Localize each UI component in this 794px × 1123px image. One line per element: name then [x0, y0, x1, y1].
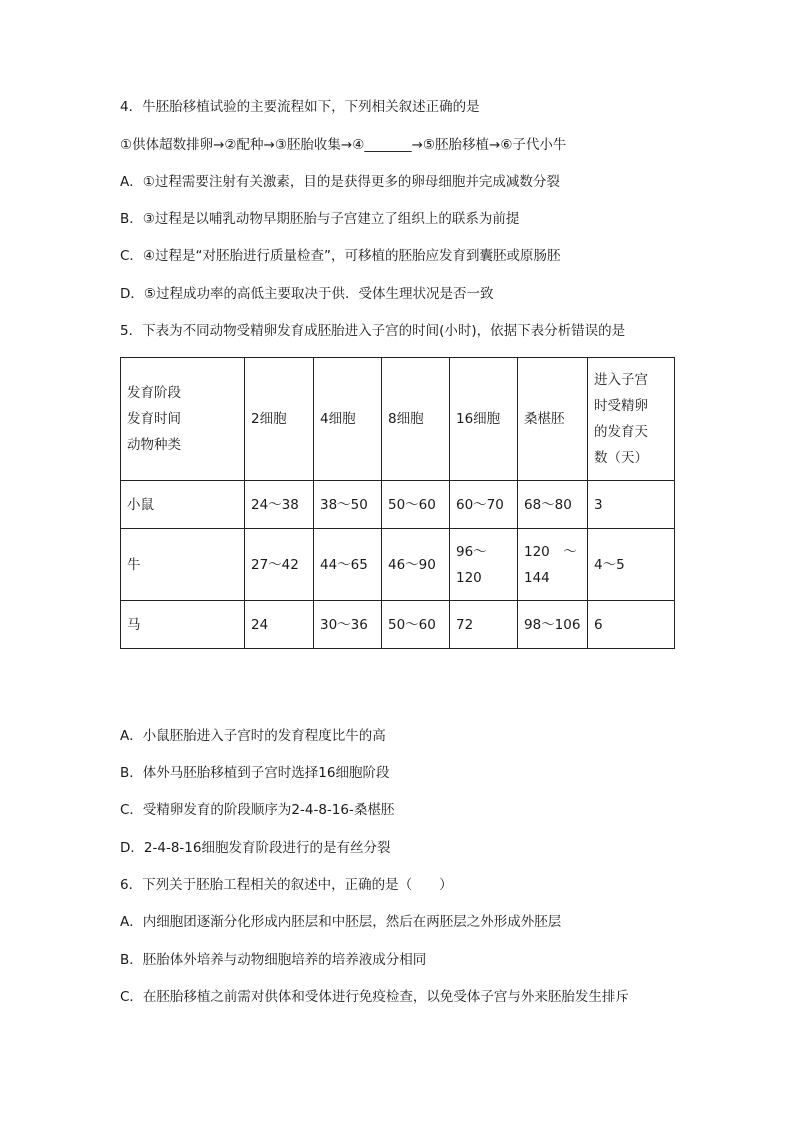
q6-option-a: A．内细胞团逐渐分化形成内胚层和中胚层，然后在两胚层之外形成外胚层: [120, 914, 562, 930]
table-row: [121, 529, 675, 601]
table-row: [121, 481, 675, 529]
q4-option-a: A．①过程需要注射有关激素，目的是获得更多的卵母细胞并完成减数分裂: [120, 174, 560, 190]
table-cell: 24～38: [245, 481, 314, 529]
header-8-cell: 8细胞: [382, 358, 450, 481]
q4-option-c: C．④过程是“对胚胎进行质量检查”，可移植的胚胎应发育到囊胚或原肠胚: [120, 248, 561, 264]
cow-morula-line-2: 144: [524, 569, 550, 586]
table-cell: 72: [450, 601, 518, 649]
table-cell: 96～120: [450, 529, 518, 601]
header-4-cell: 4细胞: [314, 358, 382, 481]
table-cell: 24: [245, 601, 314, 649]
q4-option-d: D．⑤过程成功率的高低主要取决于供．受体生理状况是否一致: [120, 286, 494, 302]
q5-option-b: B．体外马胚胎移植到子宫时选择16细胞阶段: [120, 765, 390, 781]
q4-flow: ①供体超数排卵→②配种→③胚胎收集→④_______→⑤胚胎移植→⑥子代小牛: [120, 137, 567, 153]
table-cell: 60～70: [450, 481, 518, 529]
corner-species-label: 动物种类: [127, 437, 181, 453]
table-cell: 4～5: [588, 529, 675, 601]
table-cell-cow-morula: [518, 529, 588, 601]
header-uterus-days-line: 进入子宫: [594, 372, 648, 388]
table-cell: 38～50: [314, 481, 382, 529]
table-cell: 46～90: [382, 529, 450, 601]
table-cell: 3: [588, 481, 675, 529]
table-cell: 50～60: [382, 601, 450, 649]
q5-option-c: C．受精卵发育的阶段顺序为2-4-8-16-桑椹胚: [120, 802, 395, 818]
header-2-cell: 2细胞: [245, 358, 314, 481]
header-uterus-days-line: 数（天）: [594, 450, 648, 466]
table-cell: 50～60: [382, 481, 450, 529]
table-cell: 98～106: [518, 601, 588, 649]
table-corner-header: [121, 358, 245, 481]
q6-option-b: B．胚胎体外培养与动物细胞培养的培养液成分相同: [120, 952, 427, 968]
header-16-cell: 16细胞: [450, 358, 518, 481]
row-animal-cow: 牛: [121, 529, 245, 601]
corner-stage-label: 发育阶段: [127, 385, 181, 401]
table-cell: 30～36: [314, 601, 382, 649]
header-uterus-days-line: 时受精卵: [594, 398, 648, 414]
header-uterus-days-line: 的发育天: [594, 424, 648, 440]
q4-option-b: B．③过程是以哺乳动物早期胚胎与子宫建立了组织上的联系为前提: [120, 211, 520, 227]
table-row: [121, 601, 675, 649]
q5-option-a: A．小鼠胚胎进入子宫时的发育程度比牛的高: [120, 728, 386, 744]
row-animal-mouse: 小鼠: [121, 481, 245, 529]
table-cell: 68～80: [518, 481, 588, 529]
header-morula: 桑椹胚: [518, 358, 588, 481]
table-header-row: [121, 358, 675, 481]
row-animal-horse: 马: [121, 601, 245, 649]
q5-option-d: D．2-4-8-16细胞发育阶段进行的是有丝分裂: [120, 840, 391, 856]
development-time-table: [120, 357, 675, 649]
header-uterus-days: [588, 358, 675, 481]
q6-stem: 6．下列关于胚胎工程相关的叙述中，正确的是（ ）: [120, 877, 453, 893]
table-cell: 6: [588, 601, 675, 649]
cow-morula-line-1: 120 ～: [524, 543, 577, 560]
table-cell: 27～42: [245, 529, 314, 601]
corner-time-label: 发育时间: [127, 411, 181, 427]
q5-stem: 5．下表为不同动物受精卵发育成胚胎进入子宫的时间(小时)，依据下表分析错误的是: [120, 323, 626, 339]
q6-option-c: C．在胚胎移植之前需对供体和受体进行免疫检查，以免受体子宫与外来胚胎发生排斥: [120, 989, 629, 1005]
table-cell: 44～65: [314, 529, 382, 601]
q4-stem: 4．牛胚胎移植试验的主要流程如下，下列相关叙述正确的是: [120, 99, 480, 115]
